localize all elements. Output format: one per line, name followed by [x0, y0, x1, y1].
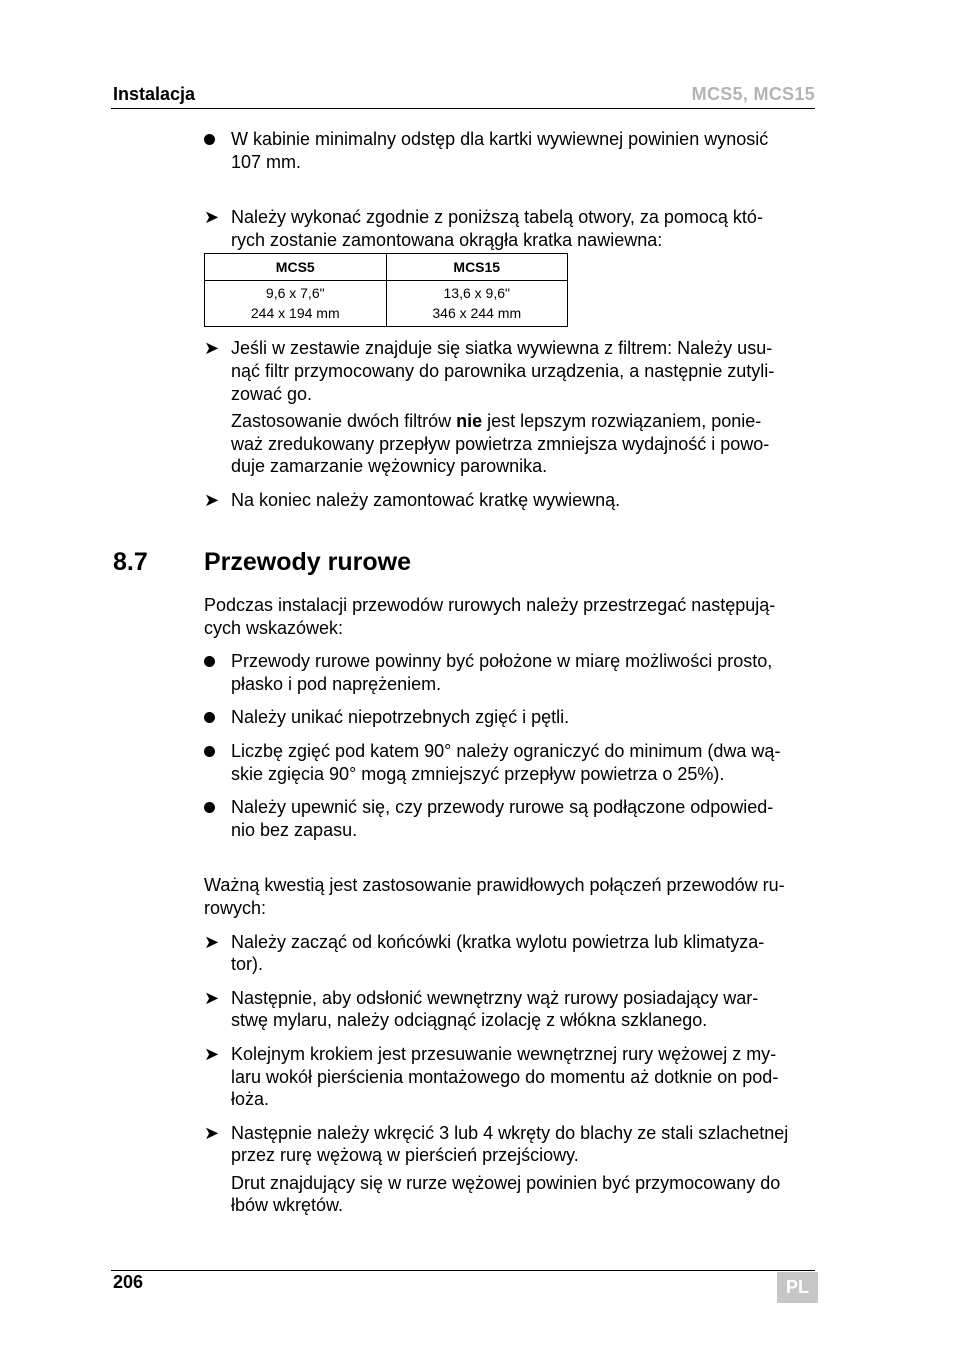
step-start-at-end	[204, 931, 818, 976]
step-pull-insulation	[204, 987, 818, 1032]
page-number: 206	[113, 1272, 144, 1292]
text-line: rych zostanie zamontowana okrągła kratka nawiewna:	[231, 229, 663, 250]
text-line: Podczas instalacji przewodów rurowych należy przestrzegać następują-	[204, 595, 776, 615]
note-text: jest lepszym rozwiązaniem, ponie-	[482, 411, 762, 432]
table-header-mcs15: MCS15	[386, 254, 568, 281]
text-line: Należy unikać niepotrzebnych zgięć i pętli.	[231, 707, 570, 728]
arrow-right-icon: ➤	[204, 987, 220, 1008]
text-line: tor).	[231, 954, 264, 975]
bullet-dot-icon	[204, 796, 226, 819]
hole-size-table	[204, 253, 568, 327]
text-line: Następnie należy wkręcić 3 lub 4 wkręty do blachy ze stali szlachetnej	[231, 1122, 789, 1143]
bullet-limit-90-bends	[204, 740, 818, 785]
step-remove-filter	[204, 337, 818, 405]
header-section-title: Instalacja	[113, 84, 196, 104]
text-line: Należy zacząć od końcówki (kratka wylotu powietrza lub klimatyza-	[231, 931, 765, 952]
arrow-right-icon: ➤	[204, 338, 220, 359]
step-slide-mylar-pipe	[204, 1043, 818, 1111]
note-text: Zastosowanie dwóch filtrów	[231, 411, 457, 432]
text-line	[231, 410, 818, 433]
text-line: rowych:	[204, 897, 267, 918]
arrow-right-icon: ➤	[204, 931, 220, 952]
text-line: Ważną kwestią jest zastosowanie prawidłowych połączeń przewodów ru-	[204, 875, 785, 896]
text-line: stwę mylaru, należy odciągnąć izolację z włókna szklanego.	[231, 1010, 708, 1031]
text-line: skie zgięcia 90° mogą zmniejszyć przepływ powietrza o 25%).	[231, 763, 725, 784]
text-line: 107 mm.	[231, 151, 302, 172]
text-line: Następnie, aby odsłonić wewnętrzny wąż rurowy posiadający war-	[231, 987, 759, 1008]
text-line: łbów wkrętów.	[231, 1195, 344, 1216]
text-line: waż zredukowany przepływ powietrza zmniejsza wydajność i powo-	[231, 433, 770, 454]
text-line: nąć filtr przymocowany do parownika urządzenia, a następnie zutyli-	[231, 360, 775, 381]
section-number: 8.7	[113, 548, 148, 576]
arrow-right-icon: ➤	[204, 1122, 220, 1143]
language-badge: PL	[777, 1272, 818, 1303]
header-divider	[111, 108, 815, 109]
bullet-avoid-bends	[204, 706, 818, 729]
arrow-right-icon: ➤	[204, 489, 220, 510]
bullet-no-slack	[204, 796, 818, 841]
step-mount-exhaust-grille	[204, 489, 818, 512]
text-line: zować go.	[231, 383, 313, 404]
text-line: Drut znajdujący się w rurze wężowej powinien być przymocowany do	[231, 1172, 781, 1193]
step-screw-in	[204, 1122, 818, 1167]
text-line: W kabinie minimalny odstęp dla kartki wywiewnej powinien wynosić	[231, 129, 769, 149]
text-line: Kolejnym krokiem jest przesuwanie wewnętrznej rury wężowej z my-	[231, 1043, 777, 1064]
text-line: Należy wykonać zgodnie z poniższą tabelą otwory, za pomocą któ-	[231, 207, 763, 228]
section-body	[204, 594, 818, 1217]
step-drill-holes	[204, 206, 818, 251]
text-line: przez rurę wężową w pierścień przejściowy.	[231, 1145, 579, 1166]
table-header-mcs5: MCS5	[205, 254, 387, 281]
page-body	[204, 128, 818, 512]
text-line: cych wskazówek:	[204, 617, 344, 638]
cell-line: 9,6 x 7,6"	[265, 285, 325, 302]
note-two-filters	[204, 410, 818, 478]
text-line: Należy upewnić się, czy przewody rurowe są podłączone odpowied-	[231, 797, 774, 818]
text-line: nio bez zapasu.	[231, 819, 358, 840]
arrow-right-icon: ➤	[204, 207, 220, 228]
connections-intro	[204, 874, 818, 919]
bullet-dot-icon	[204, 128, 226, 151]
bullet-dot-icon	[204, 740, 226, 763]
bullet-pipes-straight	[204, 650, 818, 695]
note-wire-fixing	[204, 1172, 818, 1217]
section-heading	[113, 548, 411, 577]
text-line: płasko i pod naprężeniem.	[231, 673, 442, 694]
cell-line: 244 x 194 mm	[250, 305, 340, 322]
header-model-names: MCS5, MCS15	[691, 84, 815, 104]
text-line: łoża.	[231, 1089, 270, 1110]
text-line: Liczbę zgięć pod katem 90° należy ograniczyć do minimum (dwa wą-	[231, 740, 781, 761]
text-line: Na koniec należy zamontować kratkę wywiewną.	[231, 489, 621, 510]
text-line: duje zamarzanie wężownicy parownika.	[231, 456, 548, 477]
cell-line: 13,6 x 9,6"	[443, 285, 510, 302]
text-line: Przewody rurowe powinny być położone w miarę możliwości prosto,	[231, 651, 773, 672]
text-line: laru wokół pierścienia montażowego do momentu aż dotknie on pod-	[231, 1066, 779, 1087]
section-title: Przewody rurowe	[204, 548, 411, 576]
pipes-intro	[204, 594, 818, 639]
table-cell-mcs5	[205, 281, 387, 327]
text-line: Jeśli w zestawie znajduje się siatka wywiewna z filtrem: Należy usu-	[231, 338, 773, 359]
note-emphasis: nie	[456, 411, 483, 432]
arrow-right-icon: ➤	[204, 1043, 220, 1064]
bullet-dot-icon	[204, 706, 226, 729]
cell-line: 346 x 244 mm	[432, 305, 522, 322]
bullet-cabin-clearance	[204, 128, 818, 173]
footer-divider	[111, 1270, 815, 1271]
table-cell-mcs15	[386, 281, 568, 327]
bullet-dot-icon	[204, 650, 226, 673]
